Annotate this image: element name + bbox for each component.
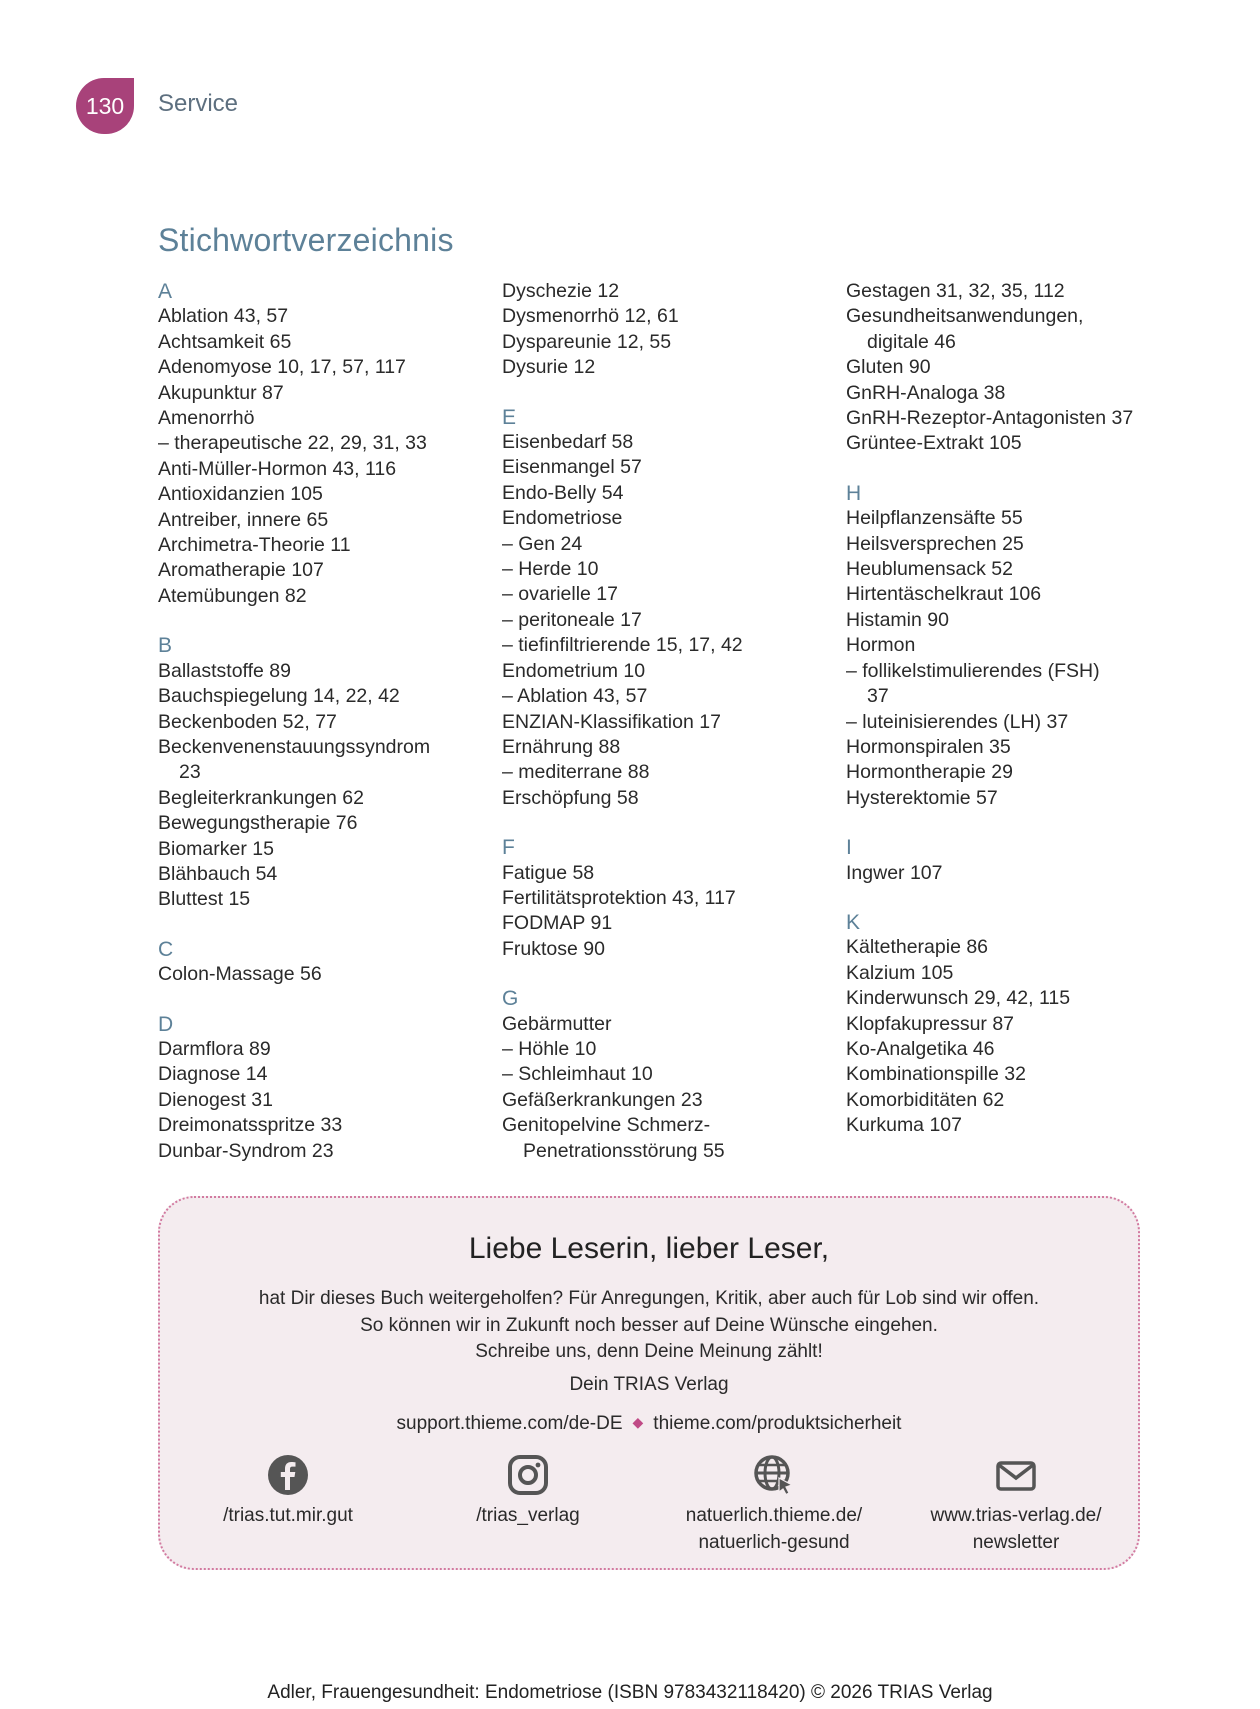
social-newsletter[interactable]: [896, 1454, 1136, 1556]
page-number-badge: [76, 78, 134, 134]
index-entry: Endometrium 10: [502, 659, 646, 682]
index-entry: Gluten 90: [846, 356, 931, 379]
index-entry: – luteinisierendes (LH) 37: [846, 710, 1069, 733]
index-entry: Fertilitätsprotektion 43, 117: [502, 886, 736, 909]
index-entry: Endo-Belly 54: [502, 481, 624, 504]
index-group: [846, 481, 1156, 811]
index-entry: Archimetra-Theorie 11: [158, 534, 351, 557]
index-entry: – Gen 24: [502, 532, 583, 555]
index-group: [502, 405, 832, 812]
index-entry: Genitopelvine Schmerz-: [502, 1114, 711, 1137]
support-link[interactable]: support.thieme.com/de-DE: [396, 1413, 623, 1434]
index-entry: FODMAP 91: [502, 912, 613, 935]
separator-diamond-icon: ◆: [632, 1414, 644, 1430]
index-entry: Kurkuma 107: [846, 1114, 962, 1137]
index-entry: Kalzium 105: [846, 961, 954, 984]
index-entry: Darmflora 89: [158, 1037, 271, 1060]
index-group: [158, 1012, 488, 1164]
index-entry: Bewegungstherapie 76: [158, 812, 358, 835]
index-column-3: [846, 279, 1156, 1163]
index-entry: Dienogest 31: [158, 1088, 273, 1111]
index-entry: Dreimonatsspritze 33: [158, 1114, 343, 1137]
index-entry: – Höhle 10: [502, 1037, 597, 1060]
index-entry: Histamin 90: [846, 608, 949, 631]
website-url-line: natuerlich-gesund: [698, 1532, 850, 1553]
social-instagram[interactable]: [408, 1454, 648, 1529]
index-group: [502, 986, 832, 1164]
index-entry: Heublumensack 52: [846, 558, 1013, 581]
index-entry: Hormonspiralen 35: [846, 735, 1011, 758]
index-entry: Grüntee-Extrakt 105: [846, 432, 1022, 455]
index-entry: Ablation 43, 57: [158, 305, 289, 328]
index-entry: GnRH-Analoga 38: [846, 381, 1006, 404]
index-entry: Kältetherapie 86: [846, 936, 989, 959]
index-group: [502, 835, 832, 962]
index-entry: Hormon: [846, 634, 916, 657]
index-entry: – mediterrane 88: [502, 761, 650, 784]
index-entry: Blähbauch 54: [158, 862, 278, 885]
index-entry: Dyschezie 12: [502, 280, 620, 302]
index-letter-heading: B: [158, 634, 173, 658]
index-group: [158, 937, 488, 988]
index-group: [502, 279, 832, 381]
index-entry: Penetrationsstörung 55: [523, 1139, 725, 1162]
index-entry: Ingwer 107: [846, 861, 943, 884]
index-entry: Hirtentäschelkraut 106: [846, 583, 1042, 606]
index-entry: – Ablation 43, 57: [502, 685, 648, 708]
index-entry: – Schleimhaut 10: [502, 1063, 653, 1086]
index-group: [158, 633, 488, 912]
index-entry: Klopfakupressur 87: [846, 1012, 1015, 1035]
index-entry: Achtsamkeit 65: [158, 330, 292, 353]
index-entry: Atemübungen 82: [158, 584, 307, 607]
index-group: [846, 279, 1156, 457]
index-letter-heading: I: [846, 836, 852, 860]
index-letter-heading: F: [502, 836, 515, 860]
feedback-links: [160, 1413, 1138, 1435]
index-entry: Fruktose 90: [502, 937, 605, 960]
index-entry: – follikelstimulierendes (FSH): [846, 659, 1100, 682]
index-entry: Akupunktur 87: [158, 381, 284, 404]
index-letter-heading: E: [502, 405, 517, 429]
index-entry: 37: [867, 685, 889, 708]
feedback-line: So können wir in Zukunft noch besser auf Deine Wünsche eingehen.: [360, 1314, 938, 1336]
facebook-handle: /trias.tut.mir.gut: [223, 1505, 353, 1526]
index-entry: Hysterektomie 57: [846, 786, 998, 809]
index-entry: Beckenvenenstauungssyndrom: [158, 735, 431, 758]
index-letter-heading: C: [158, 937, 174, 961]
index-entry: Anti-Müller-Hormon 43, 116: [158, 457, 397, 480]
index-letter-heading: H: [846, 481, 862, 505]
index-entry: Ballaststoffe 89: [158, 659, 291, 682]
facebook-icon: [267, 1454, 309, 1496]
index-column-2: [502, 279, 832, 1188]
website-url-line: natuerlich.thieme.de/: [685, 1505, 863, 1526]
index-entry: Dyspareunie 12, 55: [502, 330, 672, 353]
index-column-1: [158, 279, 488, 1188]
index-entry: Biomarker 15: [158, 837, 274, 860]
feedback-title: Liebe Leserin, lieber Leser,: [468, 1232, 830, 1265]
social-facebook[interactable]: [168, 1454, 408, 1529]
index-entry: Aromatherapie 107: [158, 559, 324, 582]
index-entry: Beckenboden 52, 77: [158, 710, 337, 733]
index-entry: Antioxidanzien 105: [158, 483, 323, 506]
feedback-line: hat Dir dieses Buch weitergeholfen? Für Anregungen, Kritik, aber auch für Lob sind wir offen.: [258, 1288, 1040, 1309]
index-title: Stichwortverzeichnis: [158, 222, 454, 258]
feedback-box: [158, 1196, 1140, 1570]
index-entry: Endometriose: [502, 507, 623, 530]
index-entry: digitale 46: [867, 330, 956, 353]
index-entry: Ko-Analgetika 46: [846, 1037, 995, 1060]
index-entry: Gebärmutter: [502, 1012, 612, 1035]
index-entry: Adenomyose 10, 17, 57, 117: [158, 356, 406, 379]
index-letter-heading: K: [846, 910, 861, 934]
section-label: Service: [158, 90, 239, 117]
globe-icon: [753, 1454, 795, 1496]
index-entry: Eisenmangel 57: [502, 456, 642, 479]
index-letter-heading: G: [502, 987, 519, 1011]
index-entry: Bauchspiegelung 14, 22, 42: [158, 685, 400, 708]
index-entry: Heilpflanzensäfte 55: [846, 507, 1023, 530]
index-entry: Antreiber, innere 65: [158, 508, 329, 531]
index-entry: Amenorrhö: [158, 407, 255, 430]
index-entry: Komorbiditäten 62: [846, 1088, 1005, 1111]
index-entry: Kinderwunsch 29, 42, 115: [846, 987, 1071, 1010]
index-entry: Gefäßerkrankungen 23: [502, 1088, 703, 1111]
index-entry: Begleiterkrankungen 62: [158, 786, 364, 809]
index-entry: Hormontherapie 29: [846, 761, 1013, 784]
newsletter-url: [896, 1502, 1136, 1556]
index-entry: Heilsversprechen 25: [846, 532, 1024, 555]
index-entry: – Herde 10: [502, 558, 599, 581]
index-entry: ENZIAN-Klassifikation 17: [502, 710, 721, 733]
newsletter-url-line: newsletter: [972, 1532, 1060, 1553]
index-entry: Dunbar-Syndrom 23: [158, 1139, 334, 1162]
index-entry: – tiefinfiltrierende 15, 17, 42: [502, 634, 743, 657]
feedback-text: [160, 1286, 1138, 1366]
index-entry: – peritoneale 17: [502, 608, 642, 631]
index-letter-heading: A: [158, 280, 173, 303]
index-entry: 23: [179, 761, 201, 784]
social-website[interactable]: [654, 1454, 894, 1556]
feedback-line: Schreibe uns, denn Deine Meinung zählt!: [475, 1341, 823, 1362]
instagram-handle: /trias_verlag: [476, 1505, 580, 1526]
index-entry: Diagnose 14: [158, 1063, 268, 1086]
index-entry: Gestagen 31, 32, 35, 112: [846, 280, 1065, 302]
index-entry: – therapeutische 22, 29, 31, 33: [158, 432, 427, 455]
product-safety-link[interactable]: thieme.com/produktsicherheit: [653, 1413, 902, 1434]
mail-icon: [995, 1454, 1037, 1496]
index-entry: Gesundheitsanwendungen,: [846, 305, 1084, 328]
index-entry: – ovarielle 17: [502, 583, 618, 606]
newsletter-url-line: www.trias-verlag.de/: [930, 1505, 1102, 1526]
index-group: [158, 279, 488, 609]
website-url: [654, 1502, 894, 1556]
index-entry: Dysmenorrhö 12, 61: [502, 305, 679, 328]
page-number: 130: [85, 92, 125, 119]
index-entry: Fatigue 58: [502, 861, 595, 884]
index-entry: Dysurie 12: [502, 356, 596, 379]
index-group: [846, 835, 1156, 886]
index-letter-heading: D: [158, 1012, 174, 1036]
index-entry: GnRH-Rezeptor-Antagonisten 37: [846, 407, 1134, 430]
feedback-signature: Dein TRIAS Verlag: [569, 1374, 729, 1395]
index-entry: Kombinationspille 32: [846, 1063, 1026, 1086]
index-entry: Eisenbedarf 58: [502, 431, 634, 454]
instagram-icon: [507, 1454, 549, 1496]
index-entry: Colon-Massage 56: [158, 963, 322, 986]
page-footer: Adler, Frauengesundheit: Endometriose (ISBN 9783432118420) © 2026 TRIAS Verlag: [267, 1682, 993, 1703]
index-entry: Bluttest 15: [158, 888, 251, 911]
index-entry: Erschöpfung 58: [502, 786, 639, 809]
index-entry: Ernährung 88: [502, 735, 621, 758]
index-group: [846, 910, 1156, 1139]
